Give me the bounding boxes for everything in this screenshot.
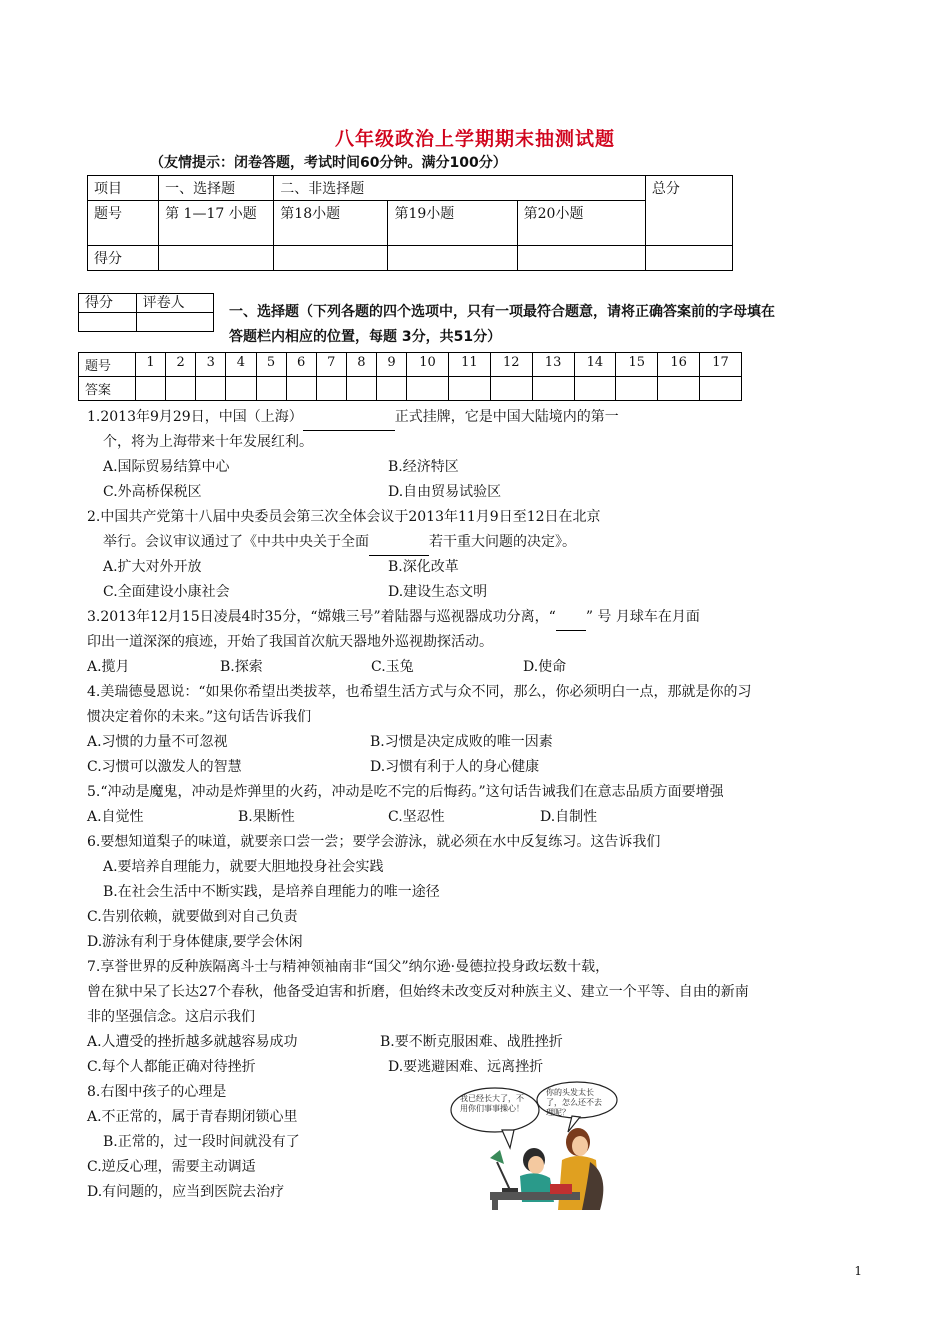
question-text: 个，将为上海带来十年发展红利。: [103, 434, 313, 450]
section-heading-line: 一、选择题（下列各题的四个选项中，只有一项最符合题意，请将正确答案前的字母填在: [229, 304, 775, 320]
answer-box-1[interactable]: [136, 377, 166, 401]
score-cell: 一、选择题: [159, 176, 274, 201]
answer-number-15: 15: [616, 353, 658, 377]
question-1: [87, 405, 619, 431]
answer-box-9[interactable]: [377, 377, 407, 401]
question-4: 4.美瑞德曼恩说：“如果你希望出类拔萃，也希望生活方式与众不同，那么，你必须明白一点，那就是你的习: [87, 684, 752, 700]
answer-box-13[interactable]: [532, 377, 574, 401]
question-text: 1.2013年9月29日，中国（上海）: [87, 409, 303, 425]
answer-number-8: 8: [346, 353, 376, 377]
comic-bubble-right: 你的头发太长了，怎么还不去理呢？: [546, 1088, 602, 1117]
answer-box-5[interactable]: [256, 377, 286, 401]
score-cell: 总分: [645, 176, 732, 246]
option: A.不正常的，属于青春期闭锁心里: [87, 1109, 298, 1125]
answer-number-10: 10: [407, 353, 449, 377]
answer-box-17[interactable]: [700, 377, 742, 401]
answer-number-5: 5: [256, 353, 286, 377]
option: A.扩大对外开放: [103, 559, 202, 575]
score-cell: 第19小题: [388, 201, 517, 246]
score-field[interactable]: [274, 246, 388, 271]
option: D.要逃避困难、远离挫折: [388, 1059, 544, 1075]
option: D.有问题的，应当到医院去治疗: [87, 1184, 285, 1200]
score-field[interactable]: [159, 246, 274, 271]
question-8: 8.右图中孩子的心理是: [87, 1084, 227, 1100]
score-cell: 第20小题: [517, 201, 645, 246]
answer-box-15[interactable]: [616, 377, 658, 401]
option: A.习惯的力量不可忽视: [87, 734, 228, 750]
grader-field[interactable]: [79, 313, 137, 332]
score-field[interactable]: [645, 246, 732, 271]
answer-box-6[interactable]: [286, 377, 316, 401]
option: B.经济特区: [388, 459, 459, 475]
answer-table: [78, 352, 742, 401]
question-text: 曾在狱中呆了长达27个春秋，他备受迫害和折磨，但始终未改变反对种族主义、建立一个平等、自由的新南: [87, 984, 749, 1000]
answer-box-3[interactable]: [196, 377, 226, 401]
option: B.探索: [220, 659, 263, 675]
score-cell: 二、非选择题: [274, 176, 646, 201]
option: B.习惯是决定成败的唯一因素: [370, 734, 553, 750]
option: D.自由贸易试验区: [388, 484, 502, 500]
page-title: 八年级政治上学期期末抽测试题: [334, 128, 615, 150]
answer-row-label: 答案: [79, 377, 136, 401]
exam-hint: （友情提示：闭卷答题，考试时间60分钟。满分100分）: [150, 155, 507, 171]
score-cell: 第18小题: [274, 201, 388, 246]
answer-number-17: 17: [700, 353, 742, 377]
option: D.使命: [523, 659, 567, 675]
option: B.在社会生活中不断实践，是培养自理能力的唯一途径: [103, 884, 440, 900]
grader-table: [78, 293, 214, 332]
answer-number-7: 7: [316, 353, 346, 377]
option: C.每个人都能正确对待挫折: [87, 1059, 256, 1075]
option: B.要不断克服困难、战胜挫折: [380, 1034, 563, 1050]
page-number: 1: [854, 1264, 862, 1278]
option: D.自制性: [540, 809, 598, 825]
grader-score-label: 得分: [79, 294, 137, 313]
score-cell: 第 1—17 小题: [159, 201, 274, 246]
option: C.逆反心理，需要主动调适: [87, 1159, 256, 1175]
option: D.建设生态文明: [388, 584, 488, 600]
question-text: 非的坚强信念。这启示我们: [87, 1009, 255, 1025]
answer-number-13: 13: [532, 353, 574, 377]
question-text: 3.2013年12月15日凌晨4时35分，“嫦娥三号”着陆器与巡视器成功分离，“: [87, 609, 556, 625]
option: B.深化改革: [388, 559, 459, 575]
option: C.外高桥保税区: [103, 484, 202, 500]
answer-box-11[interactable]: [448, 377, 490, 401]
answer-number-9: 9: [377, 353, 407, 377]
answer-box-8[interactable]: [346, 377, 376, 401]
section-heading-line: 答题栏内相应的位置，每题 3分，共51分）: [229, 329, 502, 345]
question-2: 2.中国共产党第十八届中央委员会第三次全体会议于2013年11月9日至12日在北京: [87, 509, 601, 525]
option: C.习惯可以激发人的智慧: [87, 759, 242, 775]
option: A.要培养自理能力，就要大胆地投身社会实践: [103, 859, 384, 875]
answer-box-10[interactable]: [407, 377, 449, 401]
score-field[interactable]: [388, 246, 517, 271]
option: D.习惯有利于人的身心健康: [370, 759, 540, 775]
option: C.告别依赖，就要做到对自己负责: [87, 909, 298, 925]
option: A.自觉性: [87, 809, 144, 825]
option: B.果断性: [238, 809, 295, 825]
score-cell: 项目: [88, 176, 159, 201]
comic-illustration: [450, 1080, 618, 1210]
question-text: 若干重大问题的决定》。: [429, 534, 576, 550]
answer-number-12: 12: [490, 353, 532, 377]
answer-number-16: 16: [658, 353, 700, 377]
section-heading: [229, 300, 869, 350]
question-text: 正式挂牌，它是中国大陆境内的第一: [394, 409, 619, 425]
answer-box-4[interactable]: [226, 377, 256, 401]
answer-number-2: 2: [166, 353, 196, 377]
option: C.坚忍性: [388, 809, 445, 825]
question-text: 印出一道深深的痕迹，开始了我国首次航天器地外巡视勘探活动。: [87, 634, 493, 650]
score-field[interactable]: [517, 246, 645, 271]
answer-box-7[interactable]: [316, 377, 346, 401]
option: A.国际贸易结算中心: [103, 459, 230, 475]
answer-number-11: 11: [448, 353, 490, 377]
option: C.全面建设小康社会: [103, 584, 230, 600]
answer-number-4: 4: [226, 353, 256, 377]
question-3: [87, 605, 700, 631]
question-text: ” 号 月球车在月面: [585, 609, 700, 625]
option: B.正常的，过一段时间就没有了: [103, 1134, 300, 1150]
answer-box-14[interactable]: [574, 377, 616, 401]
question-7: 7.享誉世界的反种族隔离斗士与精神领袖南非“国父”纳尔逊·曼德拉投身政坛数十载，: [87, 959, 610, 975]
question-5: 5.“冲动是魔鬼，冲动是炸弹里的火药，冲动是吃不完的后悔药。”这句话告诫我们在意志品质方面要增强: [87, 784, 724, 800]
score-cell: 得分: [88, 246, 159, 271]
answer-blank: [369, 530, 429, 556]
grader-reviewer-label: 评卷人: [136, 294, 213, 313]
question-2-cont: [103, 530, 576, 556]
option: A.人遭受的挫折越多就越容易成功: [87, 1034, 298, 1050]
answer-number-14: 14: [574, 353, 616, 377]
question-text: 惯决定着你的未来。”这句话告诉我们: [87, 709, 312, 725]
answer-box-16[interactable]: [658, 377, 700, 401]
answer-box-12[interactable]: [490, 377, 532, 401]
score-table: [87, 175, 733, 271]
option: C.玉兔: [371, 659, 414, 675]
comic-bubble-left: 我已经长大了，不用你们事事操心！: [460, 1094, 524, 1113]
question-text: 举行。会议审议通过了《中共中央关于全面: [103, 534, 369, 550]
answer-number-1: 1: [136, 353, 166, 377]
score-cell: 题号: [88, 201, 159, 246]
option: D.游泳有利于身体健康,要学会休闲: [87, 934, 303, 950]
option: A.揽月: [87, 659, 130, 675]
answer-number-3: 3: [196, 353, 226, 377]
answer-box-2[interactable]: [166, 377, 196, 401]
answer-blank: [303, 405, 395, 431]
question-6: 6.要想知道梨子的味道，就要亲口尝一尝；要学会游泳，就必须在水中反复练习。这告诉我们: [87, 834, 661, 850]
answer-blank: [556, 605, 586, 631]
answer-number-6: 6: [286, 353, 316, 377]
grader-field[interactable]: [136, 313, 213, 332]
answer-row-label: 题号: [79, 353, 136, 377]
